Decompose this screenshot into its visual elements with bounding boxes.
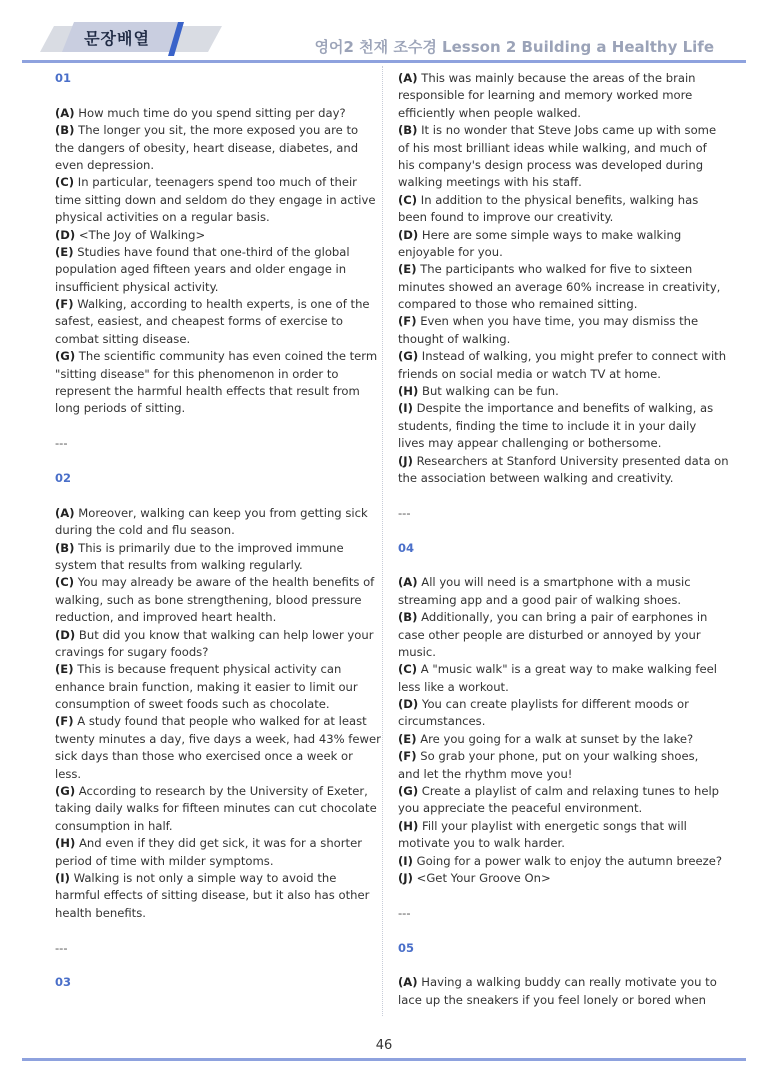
sentence-line <box>398 835 716 852</box>
sentence-text: This is primarily due to the improved immune <box>74 540 344 555</box>
section-number-text: 02 <box>55 470 72 485</box>
sentence-text: The scientific community has even coined the term <box>75 349 378 364</box>
sentence-text: This was mainly because the areas of the brain <box>417 71 696 85</box>
blank-line <box>398 487 716 504</box>
sentence-line <box>398 296 716 313</box>
sentence-line <box>398 348 727 365</box>
sentence-line <box>398 679 716 696</box>
sentence-line <box>55 557 373 574</box>
sentence-text: lives may appear challenging or bothersome. <box>398 436 662 451</box>
sentence-line <box>55 157 373 174</box>
sentence-text: A "music walk" is a great way to make walking feel <box>417 662 718 677</box>
sentence-line <box>398 609 716 626</box>
section-number <box>398 540 716 557</box>
sentence-text: Researchers at Stanford University presented data on <box>412 453 729 468</box>
sentence-text: compared to those who remained sitting. <box>398 297 638 312</box>
sentence-text: safest, easiest, and cheapest forms of exercise to <box>55 314 343 329</box>
sentence-text: been found to improve our creativity. <box>398 210 614 225</box>
page-header <box>0 0 768 66</box>
sentence-line <box>55 870 373 887</box>
sentence-line <box>398 105 716 122</box>
sentence-text: Despite the importance and benefits of walking, as <box>412 401 714 416</box>
sentence-line <box>55 905 373 922</box>
sentence-line <box>398 592 716 609</box>
blank-line <box>55 87 373 104</box>
sentence-label: (F) <box>55 714 74 729</box>
sentence-line <box>398 244 716 261</box>
sentence-line <box>398 992 716 1009</box>
sentence-text: walking meetings with his staff. <box>398 175 582 190</box>
sentence-text: friends on social media or watch TV at home. <box>398 366 661 381</box>
sentence-label: (F) <box>55 297 74 312</box>
sentence-label: (F) <box>398 314 417 329</box>
sentence-text: In particular, teenagers spend too much of their <box>74 175 357 190</box>
sentence-text: consumption in half. <box>55 818 173 833</box>
sentence-text: circumstances. <box>398 714 486 729</box>
sentence-label: (B) <box>55 123 75 138</box>
sentence-line <box>55 261 373 278</box>
sentence-text: Having a walking buddy can really motivate you to <box>417 975 717 990</box>
sentence-text: Moreover, walking can keep you from getting sick <box>74 505 368 520</box>
sentence-text: Here are some simple ways to make walking <box>418 227 682 242</box>
sentence-line <box>398 470 716 487</box>
sentence-label: (G) <box>55 784 76 799</box>
sentence-line <box>398 783 720 800</box>
sentence-label: (H) <box>398 818 419 833</box>
blank-line <box>398 922 716 939</box>
separator-text: --- <box>398 905 411 920</box>
separator-text: --- <box>398 505 411 520</box>
sentence-text: less. <box>55 766 82 781</box>
sentence-label: (I) <box>398 853 413 868</box>
sentence-label: (I) <box>398 401 413 416</box>
sentence-text: case other people are disturbed or annoyed by your <box>398 627 701 642</box>
sentence-line <box>55 192 376 209</box>
sentence-text: the association between walking and creativity. <box>398 470 674 485</box>
sentence-line <box>55 313 373 330</box>
sentence-line <box>55 661 373 678</box>
sentence-label: (J) <box>398 870 413 885</box>
sentence-line <box>398 453 729 470</box>
sentence-text: How much time do you spend sitting per day? <box>74 105 346 120</box>
sentence-line <box>55 505 373 522</box>
sentence-text: <Get Your Groove On> <box>412 870 551 885</box>
separator-text: --- <box>55 940 68 955</box>
section-separator <box>55 435 373 452</box>
sentence-line <box>398 313 716 330</box>
sentence-text: time sitting down and seldom do they engage in active <box>55 192 376 207</box>
sentence-line <box>398 870 716 887</box>
sentence-line <box>55 522 373 539</box>
sentence-label: (G) <box>398 349 419 364</box>
sentence-text: lace up the sneakers if you feel lonely or bored when <box>398 992 706 1007</box>
sentence-text: You can create playlists for different moods or <box>418 697 689 712</box>
sentence-text: harmful effects of sitting disease, but it also has other <box>55 888 370 903</box>
column-divider <box>382 66 384 1016</box>
sentence-line <box>55 348 378 365</box>
sentence-text: his company's design process was developed during <box>398 157 704 172</box>
sentence-line <box>55 209 373 226</box>
sentence-line <box>398 122 716 139</box>
sentence-line <box>55 227 373 244</box>
sentence-label: (J) <box>398 453 413 468</box>
sentence-label: (A) <box>55 505 75 520</box>
sentence-line <box>398 644 716 661</box>
sentence-label: (A) <box>398 71 418 85</box>
sentence-label: (E) <box>398 731 417 746</box>
right-column <box>398 70 729 1009</box>
sentence-text: physical activities on a regular basis. <box>55 210 270 225</box>
section-number <box>55 70 373 87</box>
sentence-text: It is no wonder that Steve Jobs came up with some <box>417 123 717 138</box>
sentence-line <box>55 574 373 591</box>
sentence-line <box>55 244 373 261</box>
sentence-text: walking, such as bone strengthening, blood pressure <box>55 592 362 607</box>
header-title: 영어2 천재 조수경 Lesson 2 Building a Healthy Life <box>314 38 714 56</box>
sentence-text: Create a playlist of calm and relaxing tunes to help <box>418 784 720 799</box>
sentence-text: Additionally, you can bring a pair of earphones in <box>417 610 708 625</box>
sentence-line <box>398 574 716 591</box>
sentence-line <box>55 679 373 696</box>
sentence-line <box>55 731 381 748</box>
blank-line <box>398 957 716 974</box>
sentence-line <box>398 174 716 191</box>
blank-line <box>55 922 373 939</box>
sentence-line <box>55 627 373 644</box>
sentence-label: (A) <box>55 105 75 120</box>
page-number: 46 <box>375 1038 393 1053</box>
sentence-text: reduction, and improved heart health. <box>55 610 277 625</box>
sentence-label: (B) <box>398 123 418 138</box>
sentence-line <box>398 435 716 452</box>
sentence-label: (D) <box>55 627 76 642</box>
sentence-text: cravings for sugary foods? <box>55 644 209 659</box>
sentence-text: music. <box>398 644 436 659</box>
section-number <box>55 974 373 991</box>
sentence-text: thought of walking. <box>398 331 511 346</box>
sentence-text: So grab your phone, put on your walking shoes, <box>416 749 699 764</box>
section-separator <box>398 505 716 522</box>
sentence-text: And even if they did get sick, it was for a shorter <box>75 836 362 851</box>
sentence-label: (C) <box>398 192 418 207</box>
blank-line <box>398 887 716 904</box>
sentence-text: the dangers of obesity, heart disease, diabetes, and <box>55 140 359 155</box>
sentence-line <box>55 383 373 400</box>
sentence-text: represent the harmful health effects that result from <box>55 384 360 399</box>
sentence-line <box>55 644 373 661</box>
sentence-text: twenty minutes a day, five days a week, had 43% fewer <box>55 731 381 746</box>
sentence-text: Walking is not only a simple way to avoid the <box>69 870 337 885</box>
sentence-label: (E) <box>55 244 74 259</box>
sentence-text: But did you know that walking can help lower your <box>75 627 374 642</box>
sentence-text: enjoyable for you. <box>398 244 503 259</box>
sentence-line <box>55 122 373 139</box>
sentence-text: The longer you sit, the more exposed you are to <box>74 123 359 138</box>
sentence-line <box>55 766 373 783</box>
sentence-text: Instead of walking, you might prefer to connect with <box>418 349 727 364</box>
sentence-text: less like a workout. <box>398 679 509 694</box>
sentence-text: According to research by the University of Exeter, <box>75 784 368 799</box>
sentence-line <box>398 661 716 678</box>
sentence-text: motivate you to walk harder. <box>398 836 565 851</box>
sentence-line <box>398 157 716 174</box>
sentence-text: during the cold and flu season. <box>55 523 235 538</box>
sentence-line <box>55 748 373 765</box>
section-number-text: 03 <box>55 975 72 990</box>
sentence-line <box>398 70 716 87</box>
sentence-text: minutes showed an average 60% increase in creativity, <box>398 279 721 294</box>
sentence-line <box>55 887 373 904</box>
sentence-text: even depression. <box>55 157 155 172</box>
sentence-line <box>398 853 723 870</box>
section-separator <box>55 940 373 957</box>
sentence-line <box>55 279 373 296</box>
sentence-line <box>55 366 373 383</box>
sentence-text: combat sitting disease. <box>55 331 191 346</box>
sentence-line <box>398 383 716 400</box>
sentence-label: (G) <box>55 349 76 364</box>
sentence-text: But walking can be fun. <box>418 384 559 399</box>
sentence-line <box>398 400 716 417</box>
sentence-label: (A) <box>398 575 418 590</box>
blank-line <box>55 418 373 435</box>
section-number-text: 04 <box>398 540 415 555</box>
section-separator <box>398 905 716 922</box>
blank-line <box>55 487 373 504</box>
sentence-text: Walking, according to health experts, is one of the <box>73 297 370 312</box>
sentence-label: (I) <box>55 870 70 885</box>
blank-line <box>55 957 373 974</box>
sentence-label: (G) <box>398 784 419 799</box>
sentence-label: (H) <box>398 384 419 399</box>
blank-line <box>398 522 716 539</box>
sentence-text: Fill your playlist with energetic songs that will <box>418 818 687 833</box>
sentence-label: (H) <box>55 836 76 851</box>
sentence-line <box>398 748 716 765</box>
sentence-text: you appreciate the peaceful environment. <box>398 801 643 816</box>
footer-rule <box>22 1058 746 1061</box>
section-number <box>55 470 373 487</box>
sentence-line <box>398 800 716 817</box>
sentence-label: (F) <box>398 749 417 764</box>
sentence-line <box>55 331 373 348</box>
sentence-text: Studies have found that one-third of the global <box>73 244 350 259</box>
sentence-line <box>398 140 716 157</box>
sentence-line <box>398 192 716 209</box>
sentence-line <box>398 418 716 435</box>
sentence-line <box>398 974 716 991</box>
sentence-line <box>55 818 373 835</box>
sentence-line <box>398 713 716 730</box>
sentence-text: responsible for learning and memory worked more <box>398 88 693 103</box>
sentence-line <box>398 87 716 104</box>
blank-line <box>398 557 716 574</box>
sentence-line <box>55 609 373 626</box>
sentence-label: (D) <box>398 227 419 242</box>
sentence-label: (C) <box>55 575 75 590</box>
sentence-label: (E) <box>398 262 417 277</box>
sentence-text: All you will need is a smartphone with a music <box>417 575 691 590</box>
sentence-line <box>55 140 373 157</box>
sentence-label: (E) <box>55 662 74 677</box>
sentence-text: enhance brain function, making it easier to limit our <box>55 679 358 694</box>
sentence-label: (C) <box>398 662 418 677</box>
sentence-line <box>55 853 373 870</box>
sentence-text: A study found that people who walked for at least <box>73 714 367 729</box>
sentence-line <box>55 835 373 852</box>
sentence-line <box>398 261 716 278</box>
sentence-line <box>398 209 716 226</box>
sentence-line <box>398 279 721 296</box>
sentence-text: efficiently when people walked. <box>398 105 581 120</box>
sentence-label: (B) <box>55 540 75 555</box>
sentence-text: and let the rhythm move you! <box>398 766 573 781</box>
section-number-text: 01 <box>55 71 72 85</box>
sentence-label: (C) <box>55 175 75 190</box>
sentence-text: insufficient physical activity. <box>55 279 219 294</box>
section-number <box>398 940 716 957</box>
blank-line <box>55 453 373 470</box>
sentence-label: (D) <box>55 227 76 242</box>
sentence-line <box>55 540 373 557</box>
sentence-text: You may already be aware of the health benefits of <box>74 575 375 590</box>
sentence-line <box>55 783 373 800</box>
sentence-line <box>398 731 716 748</box>
header-rule <box>22 60 746 63</box>
sentence-text: The participants who walked for five to sixteen <box>416 262 693 277</box>
sentence-text: taking daily walks for fifteen minutes can cut chocolate <box>55 801 377 816</box>
sentence-line <box>398 696 716 713</box>
sentence-line <box>55 696 373 713</box>
sentence-text: Are you going for a walk at sunset by the lake? <box>416 731 694 746</box>
sentence-text: students, finding the time to include it in your daily <box>398 418 697 433</box>
sentence-line <box>55 592 373 609</box>
header-tab-label: 문장배열 <box>84 29 150 48</box>
sentence-text: "sitting disease" for this phenomenon in order to <box>55 366 339 381</box>
sentence-text: population aged fifteen years and older engage in <box>55 262 347 277</box>
sentence-line <box>55 400 373 417</box>
sentence-line <box>55 800 377 817</box>
sentence-text: health benefits. <box>55 905 146 920</box>
sentence-line <box>398 366 716 383</box>
sentence-label: (D) <box>398 697 419 712</box>
sentence-text: streaming app and a good pair of walking shoes. <box>398 592 682 607</box>
sentence-line <box>55 713 373 730</box>
sentence-text: sick days than those who exercised once a week or <box>55 749 353 764</box>
sentence-line <box>398 227 716 244</box>
sentence-text: This is because frequent physical activity can <box>73 662 342 677</box>
sentence-text: period of time with milder symptoms. <box>55 853 274 868</box>
left-column <box>55 70 381 992</box>
sentence-label: (A) <box>398 975 418 990</box>
sentence-line <box>398 818 716 835</box>
sentence-text: of his most brilliant ideas while walking, and much of <box>398 140 707 155</box>
sentence-text: Even when you have time, you may dismiss the <box>416 314 699 329</box>
sentence-line <box>398 766 716 783</box>
section-number-text: 05 <box>398 940 415 955</box>
sentence-text: consumption of sweet foods such as chocolate. <box>55 697 330 712</box>
sentence-line <box>55 105 373 122</box>
sentence-line <box>55 296 373 313</box>
sentence-line <box>398 627 716 644</box>
sentence-text: Going for a power walk to enjoy the autumn breeze? <box>412 853 723 868</box>
sentence-text: <The Joy of Walking> <box>75 227 206 242</box>
separator-text: --- <box>55 436 68 451</box>
sentence-text: long periods of sitting. <box>55 401 186 416</box>
sentence-line <box>55 174 373 191</box>
sentence-label: (B) <box>398 610 418 625</box>
sentence-text: In addition to the physical benefits, walking has <box>417 192 699 207</box>
sentence-text: system that results from walking regularly. <box>55 557 303 572</box>
sentence-line <box>398 331 716 348</box>
